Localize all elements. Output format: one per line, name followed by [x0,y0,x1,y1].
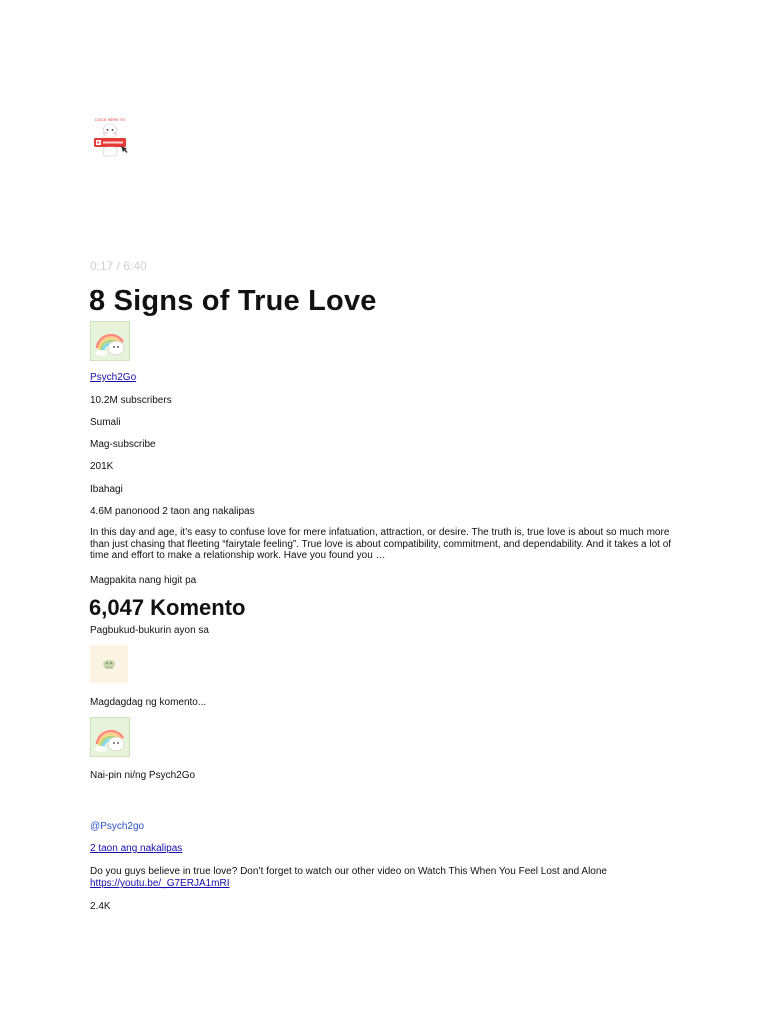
promo-click-here-icon[interactable] [90,116,130,158]
subscribe-button[interactable]: Mag-subscribe [90,439,156,450]
add-comment-input[interactable]: Magdagdag ng komento... [90,697,207,708]
like-button[interactable]: 201K [90,461,114,472]
video-description: In this day and age, it’s easy to confuse love for mere infatuation, attraction, or desire. The truth is, true love is about so much more than just chasing that fleeting “fairytale feeling”. True love is about compatibility, commitment, and dependability. And it takes a lot of time and effort to make a relationship work. Have you found you … [90,527,672,562]
channel-avatar[interactable] [90,321,130,361]
user-avatar [90,645,128,683]
comment-author-link[interactable]: @Psych2go [90,821,145,832]
video-title: 8 Signs of True Love [89,285,377,317]
pinned-label: Nai-pin ni/ng Psych2Go [90,770,196,781]
join-button[interactable]: Sumali [90,417,121,428]
pinned-author-avatar[interactable] [90,717,130,757]
comment-like-count[interactable]: 2.4K [90,901,111,912]
subscriber-count: 10.2M subscribers [90,395,172,406]
sort-comments-button[interactable]: Pagbukud-bukurin ayon sa [90,625,209,636]
video-time: 0:17 / 6:40 [90,259,147,273]
share-button[interactable]: Ibahagi [90,484,123,495]
comment-video-link[interactable]: https://youtu.be/_G7ERJA1mRI [90,878,230,889]
show-more-button[interactable]: Magpakita nang higit pa [90,575,197,586]
comments-count-heading: 6,047 Komento [89,595,246,620]
comment-text: Do you guys believe in true love? Don’t forget to watch our other video on Watch This When You Feel Lost and Alone [90,866,607,877]
promo-text: CLICK HERE TO [94,117,126,122]
comment-timestamp-link[interactable]: 2 taon ang nakalipas [90,843,183,854]
views-and-age: 4.6M panonood 2 taon ang nakalipas [90,506,255,517]
channel-name-link[interactable]: Psych2Go [90,372,137,383]
